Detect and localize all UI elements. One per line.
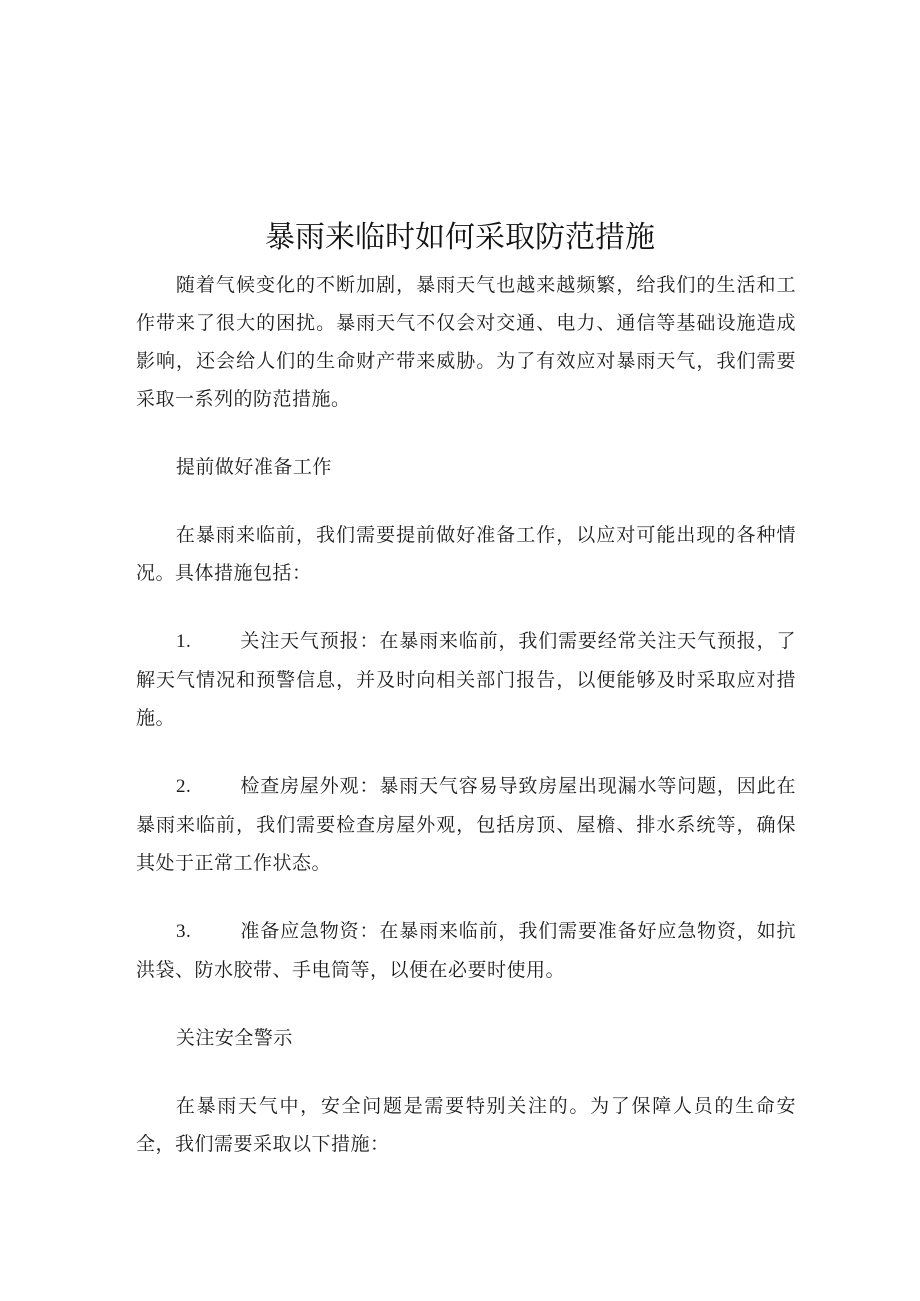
list-item — [136, 912, 796, 989]
document-body — [136, 266, 796, 1163]
list-item-text: 准备应急物资：在暴雨来临前，我们需要准备好应急物资，如抗洪袋、防水胶带、手电筒等，以便在必要时使用。 — [136, 920, 796, 981]
list-item-text: 检查房屋外观：暴雨天气容易导致房屋出现漏水等问题，因此在暴雨来临前，我们需要检查房屋外观，包括房顶、屋檐、排水系统等，确保其处于正常工作状态。 — [136, 775, 796, 874]
list-number: 2. — [176, 776, 192, 797]
list-number: 1. — [176, 631, 192, 652]
list-number: 3. — [176, 921, 192, 942]
section-heading-safety: 关注安全警示 — [175, 1027, 293, 1049]
section-intro-safety: 在暴雨天气中，安全问题是需要特别关注的。为了保障人员的生命安全，我们需要采取以下措施： — [136, 1095, 796, 1155]
document-title: 暴雨来临时如何采取防范措施 — [265, 220, 655, 255]
list-item-text: 关注天气预报：在暴雨来临前，我们需要经常关注天气预报，了解天气情况和预警信息，并及时向相关部门报告，以便能够及时采取应对措施。 — [136, 630, 796, 729]
list-item — [136, 767, 796, 882]
intro-paragraph: 随着气候变化的不断加剧，暴雨天气也越来越频繁，给我们的生活和工作带来了很大的困扰。暴雨天气不仅会对交通、电力、通信等基础设施造成影响，还会给人们的生命财产带来威胁。为了有效应对暴雨天气，我们需要采取一系列的防范措施。 — [136, 274, 796, 410]
section-intro-preparation: 在暴雨来临前，我们需要提前做好准备工作，以应对可能出现的各种情况。具体措施包括： — [136, 524, 796, 584]
list-item — [136, 622, 796, 737]
section-heading-preparation: 提前做好准备工作 — [175, 456, 332, 478]
